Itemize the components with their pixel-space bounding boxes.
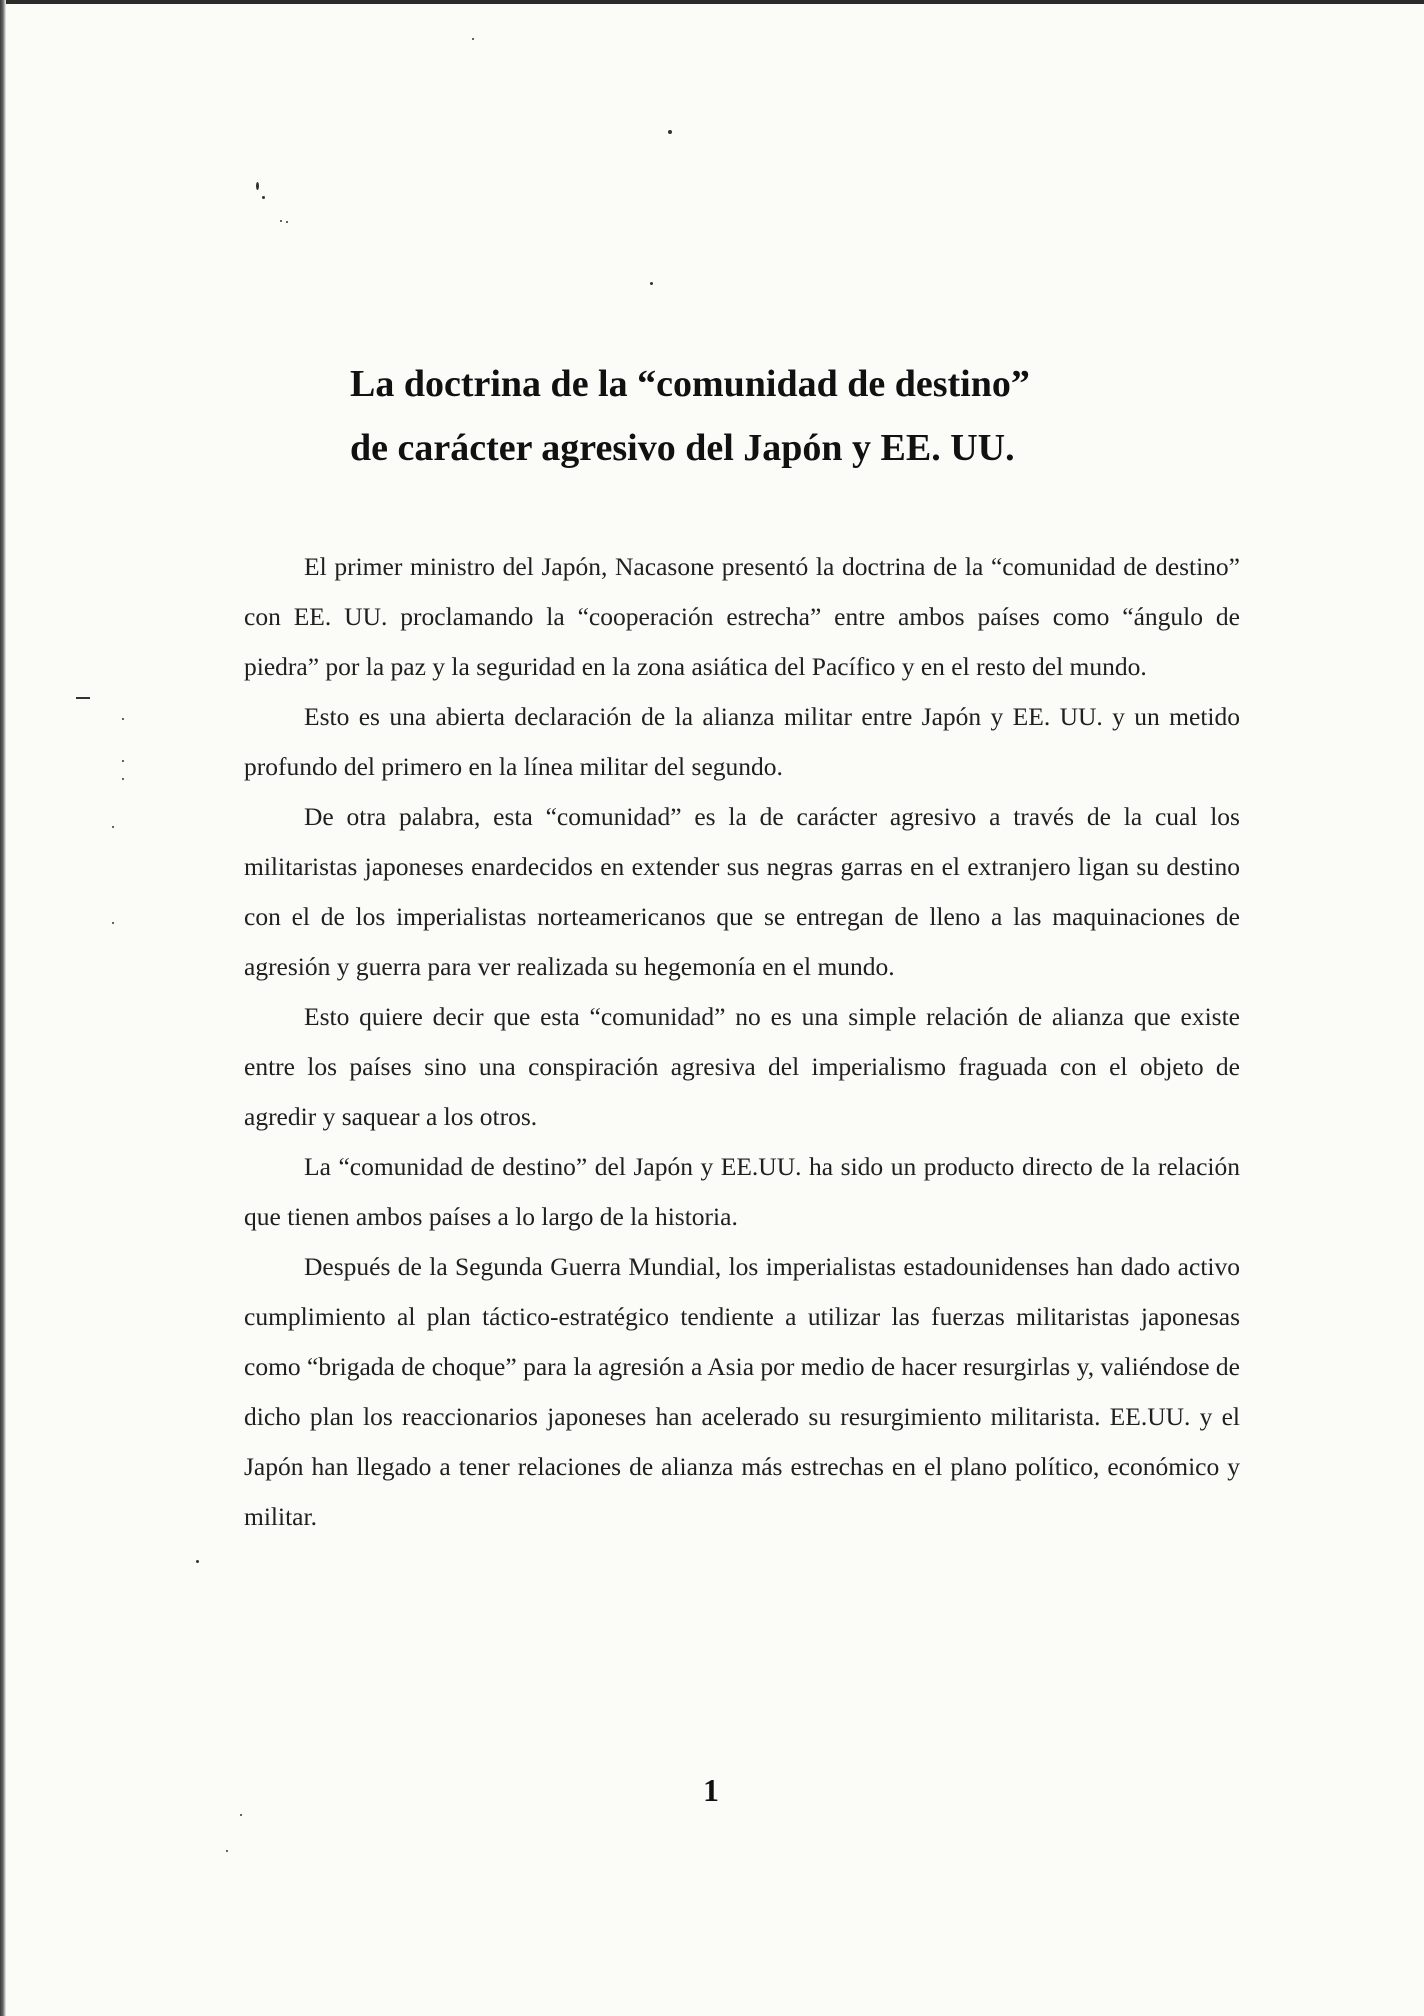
scan-speck — [112, 922, 114, 924]
scan-speck — [76, 697, 90, 699]
paragraph-6: Después de la Segunda Guerra Mundial, los imperialistas estadounidenses han dado activo cumplimiento al plan táctico-estratégico tendiente a utilizar las fuerzas militaristas japonesas como “brigada de choque” para la agresión a Asia por medio de hacer resurgirlas y, valiéndose de dicho plan los reaccionarios japoneses han acelerado su resurgimiento militarista. EE.UU. y el Japón han llegado a tener relaciones de alianza más estrechas en el plano político, económico y militar. — [244, 1252, 1240, 1531]
scan-speck — [122, 778, 124, 780]
scan-speck — [256, 182, 259, 190]
paragraph-4: Esto quiere decir que esta “comunidad” no es una simple relación de alianza que existe entre los países sino una conspiración agresiva del imperialismo fraguada con el objeto de agredir y saquear a los otros. — [244, 1002, 1240, 1131]
scan-speck — [280, 220, 282, 222]
title-line-1: La doctrina de la “comunidad de destino” — [350, 363, 1030, 405]
page-top-border — [0, 0, 1424, 4]
page-left-border — [0, 0, 6, 2016]
scan-speck — [262, 196, 265, 199]
paragraph-3: De otra palabra, esta “comunidad” es la de carácter agresivo a través de la cual los militaristas japoneses enardecidos en extender sus negras garras en el extranjero ligan su destino con el de los imperialistas norteamericanos que se entregan de lleno a las maquinaciones de agresión y guerra para ver realizada su hegemonía en el mundo. — [244, 802, 1240, 981]
paragraph-2: Esto es una abierta declaración de la alianza militar entre Japón y EE. UU. y un metido profundo del primero en la línea militar del segundo. — [244, 702, 1240, 781]
title-line-2: de carácter agresivo del Japón y EE. UU. — [350, 427, 1015, 469]
paragraph-1: El primer ministro del Japón, Nacasone presentó la doctrina de la “comunidad de destino” con EE. UU. proclamando la “cooperación estrecha” entre ambos países como “ángulo de piedra” por la paz y la seguridad en la zona asiática del Pacífico y en el resto del mundo. — [244, 552, 1240, 681]
scan-speck — [112, 826, 114, 828]
scan-speck — [650, 282, 653, 285]
body-text — [244, 542, 1240, 1542]
paragraph-5: La “comunidad de destino” del Japón y EE.UU. ha sido un producto directo de la relación que tienen ambos países a lo largo de la historia. — [244, 1152, 1240, 1231]
scan-speck — [122, 760, 124, 762]
scan-speck — [226, 1850, 228, 1852]
scan-speck — [196, 1560, 199, 1563]
scan-speck — [668, 130, 672, 134]
page-number: 1 — [703, 1772, 719, 1808]
scan-speck — [472, 38, 474, 40]
scan-speck — [286, 221, 288, 223]
scan-speck — [240, 1814, 242, 1816]
scan-speck — [122, 718, 124, 720]
page-title — [350, 352, 1250, 480]
